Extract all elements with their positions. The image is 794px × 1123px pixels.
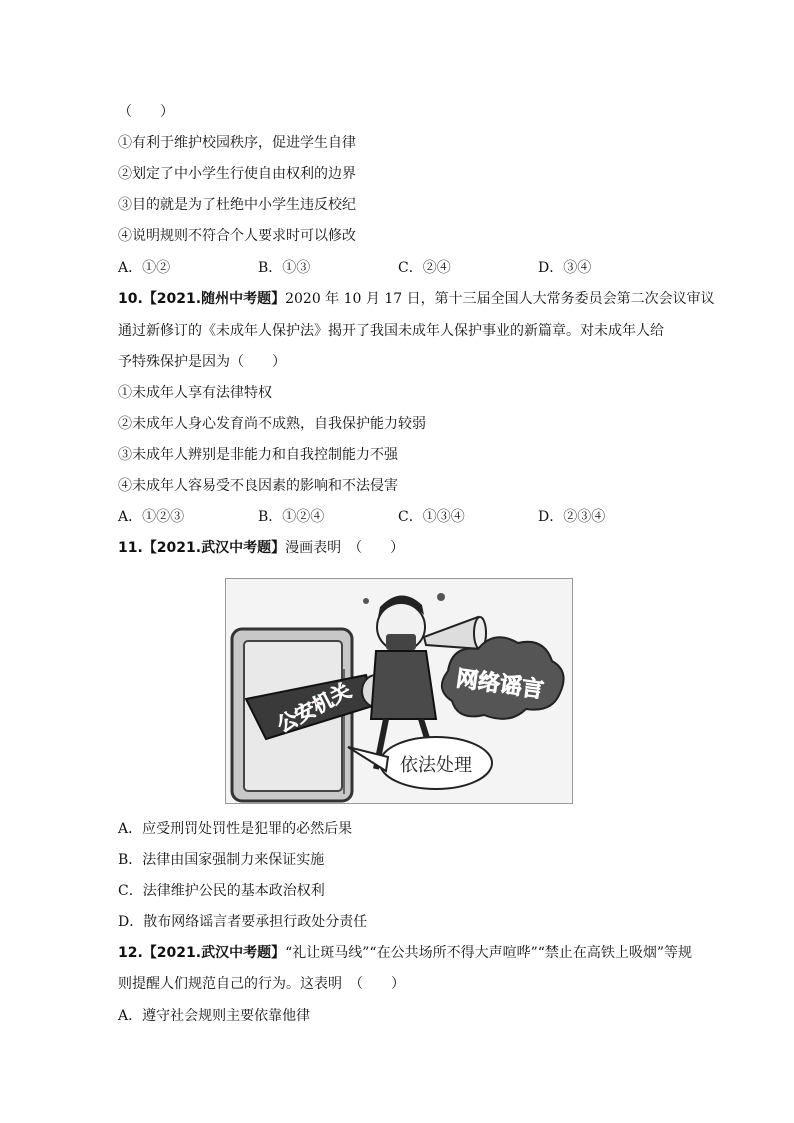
q9-item-2: ②划定了中小学生行使自由权利的边界: [118, 166, 356, 182]
q10-item-4: ④未成年人容易受不良因素的影响和不法侵害: [118, 478, 398, 494]
q10-item-1: ①未成年人享有法律特权: [118, 385, 272, 401]
q10-stem-line-2: 通过新修订的《未成年人保护法》揭开了我国未成年人保护事业的新篇章。对未成年人给: [118, 323, 664, 339]
q9-option-c: C．②④: [398, 260, 451, 276]
cloud-label: 网络谣言: [454, 666, 546, 704]
q11-stem-text: 漫画表明 （ ）: [285, 540, 405, 556]
q10-option-a: A．①②③: [118, 509, 185, 525]
q11-option-b: B．法律由国家强制力来保证实施: [118, 852, 325, 868]
q9-option-d: D．③④: [538, 260, 592, 276]
police-label: 公安机关: [272, 678, 355, 737]
q10-option-b: B．①②④: [258, 509, 325, 525]
q10-label: 10.【2021.随州中考题】: [118, 291, 286, 307]
q12-label: 12.【2021.武汉中考题】: [118, 945, 286, 961]
q11-option-d: D．散布网络谣言者要承担行政处分责任: [118, 914, 368, 930]
q10-option-d: D．②③④: [538, 509, 606, 525]
q12-stem-line-2: 则提醒人们规范自己的行为。这表明 （ ）: [118, 976, 405, 992]
q10-stem-line-1: [118, 289, 715, 309]
q11-stem-line: [118, 538, 404, 558]
q12-option-a: A．遵守社会规则主要依靠他律: [118, 1008, 311, 1024]
q9-option-b: B．①③: [258, 260, 311, 276]
q11-option-a: A．应受刑罚处罚性是犯罪的必然后果: [118, 821, 353, 837]
q10-option-c: C．①③④: [398, 509, 465, 525]
q9-item-4: ④说明规则不符合个人要求时可以修改: [118, 228, 356, 244]
q9-item-3: ③目的就是为了杜绝中小学生违反校纪: [118, 197, 356, 213]
q9-item-1: ①有利于维护校园秩序，促进学生自律: [118, 135, 356, 151]
q10-stem-line-3: 予特殊保护是因为（ ）: [118, 354, 286, 370]
q11-cartoon: [225, 578, 573, 804]
q10-stem-text-1: 2020 年 10 月 17 日，第十三届全国人大常务委员会第二次会议审议: [285, 291, 715, 307]
q9-option-a: A．①②: [118, 260, 171, 276]
q11-label: 11.【2021.武汉中考题】: [118, 540, 286, 556]
q11-option-c: C．法律维护公民的基本政治权利: [118, 883, 325, 899]
bubble-label: 依法处理: [400, 755, 472, 776]
q10-item-3: ③未成年人辨别是非能力和自我控制能力不强: [118, 447, 398, 463]
q10-item-2: ②未成年人身心发育尚不成熟，自我保护能力较弱: [118, 416, 426, 432]
q12-stem-line-1: [118, 943, 692, 963]
q12-stem-text-1: “礼让斑马线”“在公共场所不得大声喧哗”“禁止在高铁上吸烟”等规: [285, 945, 693, 961]
q9-paren: （ ）: [118, 104, 174, 120]
